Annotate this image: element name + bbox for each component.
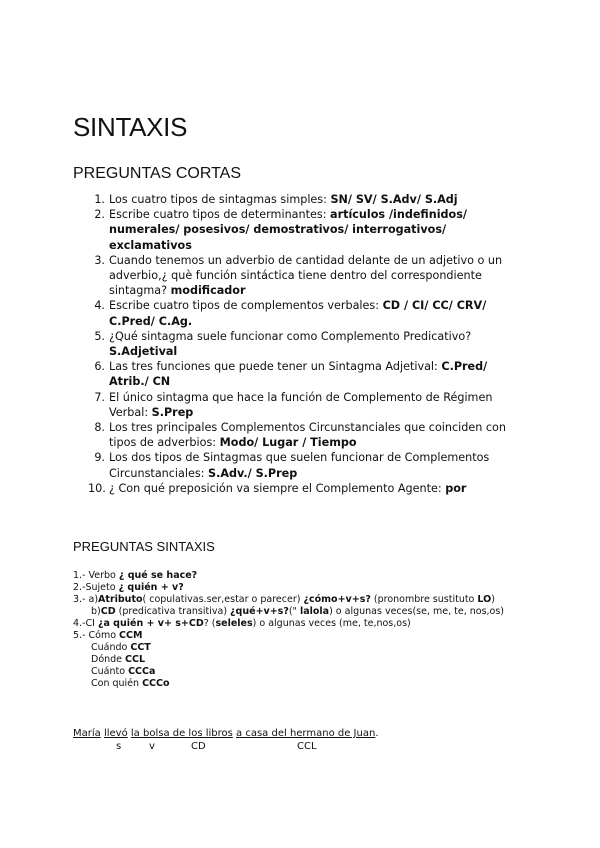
- note-bold: LO: [477, 594, 492, 605]
- item-number: 2.: [94, 208, 105, 222]
- note-text: Cuándo: [91, 642, 131, 653]
- sentence-period: .: [375, 728, 379, 739]
- question-text: Escribe cuatro tipos de determinantes:: [109, 208, 331, 222]
- note-bold: ¿cómo+v+s?: [303, 594, 371, 605]
- answer-text: S.Adv./ S.Prep: [208, 466, 298, 480]
- note-bold: CCT: [130, 642, 151, 653]
- sentence-chunk-subject: María: [73, 728, 101, 739]
- list-item: [88, 390, 508, 420]
- note-text: 3.- a): [73, 594, 99, 605]
- question-text: Escribe cuatro tipos de complementos verbales:: [109, 299, 383, 313]
- note-text: Con quién: [91, 678, 143, 689]
- item-number: 10.: [88, 481, 106, 495]
- note-line: [73, 678, 533, 690]
- list-item: [88, 207, 508, 253]
- answer-text: S.Adjetival: [109, 345, 178, 359]
- note-line: [73, 606, 533, 618]
- note-bold: CCCa: [128, 666, 156, 677]
- note-bold: Atributo: [98, 594, 143, 605]
- list-item: [88, 481, 508, 496]
- note-text: 5.- Cómo: [73, 630, 120, 641]
- question-text: Los dos tipos de Sintagmas que suelen funcionar de Complementos Circunstanciales:: [109, 451, 490, 480]
- answer-text: Modo/ Lugar / Tiempo: [219, 436, 357, 450]
- note-text: Dónde: [91, 654, 126, 665]
- label-verb: v: [149, 741, 155, 752]
- question-text: ¿ Con qué preposición va siempre el Complemento Agente:: [109, 481, 446, 495]
- item-number: 6.: [94, 360, 105, 374]
- answer-text: C.Pred/ Atrib./ CN: [109, 360, 488, 389]
- section-heading-preguntas-cortas: PREGUNTAS CORTAS: [73, 165, 242, 182]
- item-number: 7.: [94, 390, 105, 404]
- answer-text: SN/ SV/ S.Adv/ S.Adj: [330, 193, 458, 206]
- note-bold: ¿qué+v+s?: [230, 606, 289, 617]
- note-text: ) o algunas veces(se, me, te, nos,os): [329, 606, 505, 617]
- note-text: 1.- Verbo: [73, 570, 119, 581]
- list-item: [88, 253, 508, 299]
- note-bold: ¿ qué se hace?: [118, 570, 198, 581]
- note-text: 2.-Sujeto: [73, 582, 119, 593]
- note-bold: seleles: [215, 618, 253, 629]
- label-cd: CD: [191, 741, 206, 752]
- note-line: [73, 630, 533, 642]
- note-bold: CCCo: [142, 678, 170, 689]
- question-text: ¿Qué sintagma suele funcionar como Complemento Predicativo?: [109, 329, 472, 343]
- note-text: 4.-CI: [73, 618, 98, 629]
- question-text: Las tres funciones que puede tener un Sintagma Adjetival:: [109, 360, 442, 374]
- note-line: [73, 642, 533, 654]
- answer-text: S.Prep: [151, 405, 194, 419]
- note-bold: lalola: [299, 606, 330, 617]
- list-item: [88, 359, 508, 389]
- question-text: Cuando tenemos un adverbio de cantidad delante de un adjetivo o un adverbio,¿ què función sintáctica tiene dentro del correspondiente sintagma?: [109, 253, 503, 298]
- note-bold: CD: [100, 606, 116, 617]
- list-item: [88, 420, 508, 450]
- answer-text: por: [445, 481, 467, 495]
- sentence-chunk-cd: la bolsa de los libros: [130, 728, 233, 739]
- label-ccl: CCL: [297, 741, 317, 752]
- note-bold: ¿a quién + v+ s+CD: [97, 618, 204, 629]
- note-text: Cuánto: [91, 666, 129, 677]
- sentence-chunk-verb: llevó: [103, 728, 128, 739]
- label-subject: s: [116, 741, 122, 752]
- list-item: [88, 298, 508, 328]
- item-number: 8.: [94, 421, 105, 435]
- short-questions-list: [88, 192, 508, 496]
- syntax-notes: [73, 570, 533, 690]
- note-bold: CCM: [119, 630, 143, 641]
- note-text: (predicativa transitiva): [115, 606, 231, 617]
- list-item: [88, 329, 508, 359]
- page-title: SINTAXIS: [73, 112, 188, 142]
- question-text: Los cuatro tipos de sintagmas simples:: [109, 193, 331, 206]
- note-bold: ¿ quién + v?: [118, 582, 184, 593]
- question-text: Los tres principales Complementos Circunstanciales que coinciden con tipos de adverbios:: [109, 421, 506, 450]
- note-text: (pronombre sustituto: [370, 594, 478, 605]
- item-number: 4.: [94, 299, 105, 313]
- item-number: 3.: [94, 253, 105, 267]
- list-item: [88, 192, 508, 207]
- note-text: b): [91, 606, 101, 617]
- note-line: [73, 594, 533, 606]
- answer-text: artículos /indefinidos/ numerales/ posesivos/ demostrativos/ interrogativos/ exclamativos: [109, 208, 467, 252]
- item-number: 5.: [94, 329, 105, 343]
- answer-text: modificador: [170, 284, 246, 298]
- note-text: ) o algunas veces (me, te,nos,os): [252, 618, 411, 629]
- note-text: ? (: [203, 618, 216, 629]
- question-text: El único sintagma que hace la función de Complemento de Régimen Verbal:: [109, 390, 493, 419]
- note-line: [73, 666, 533, 678]
- item-number: 1.: [94, 193, 105, 206]
- note-text: ): [491, 594, 495, 605]
- note-line: [73, 618, 533, 630]
- note-bold: CCL: [125, 654, 146, 665]
- note-text: ( copulativas.ser,estar o parecer): [142, 594, 304, 605]
- example-sentence: [73, 728, 379, 740]
- sentence-chunk-ccl: a casa del hermano de Juan: [236, 728, 376, 739]
- note-line: [73, 582, 533, 594]
- note-line: [73, 570, 533, 582]
- item-number: 9.: [94, 451, 105, 465]
- answer-text: CD / CI/ CC/ CRV/ C.Pred/ C.Ag.: [109, 299, 487, 328]
- note-text: (": [288, 606, 300, 617]
- list-item: [88, 450, 508, 480]
- section-heading-preguntas-sintaxis: PREGUNTAS SINTAXIS: [73, 539, 215, 554]
- note-line: [73, 654, 533, 666]
